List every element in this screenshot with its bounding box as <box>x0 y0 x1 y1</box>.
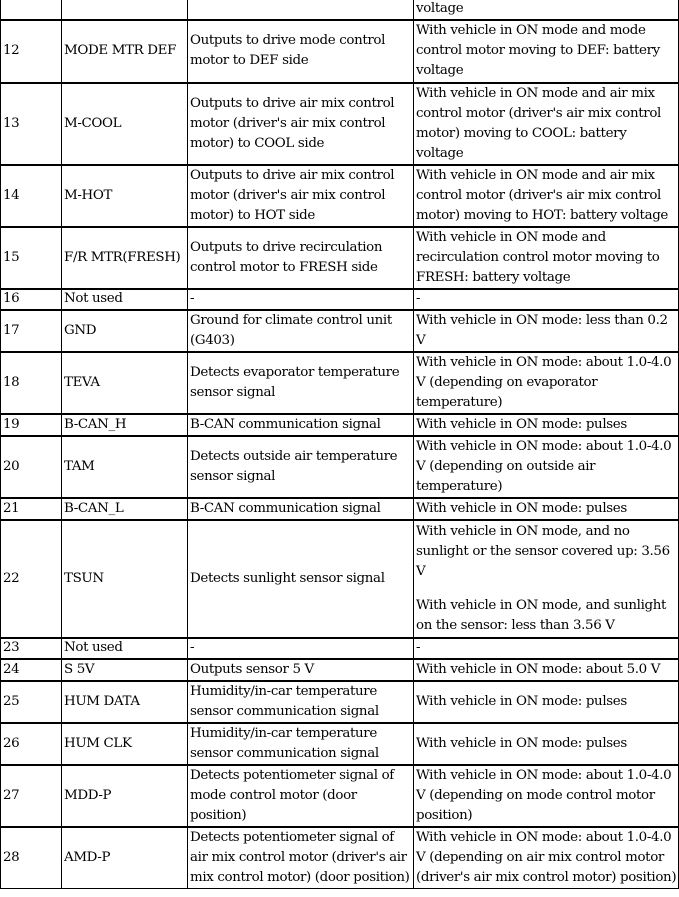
pin-name-cell: Not used <box>62 638 188 659</box>
pin-condition-cell: With vehicle in ON mode: about 1.0-4.0 V (depending on mode control motor position) <box>414 765 679 827</box>
pin-condition-cell: With vehicle in ON mode: about 1.0-4.0 V (depending on evaporator temperature) <box>414 352 679 414</box>
pin-condition-cell: With vehicle in ON mode: about 1.0-4.0 V (depending on outside air temperature) <box>414 436 679 498</box>
pin-number-cell: 14 <box>1 165 62 227</box>
pin-number-cell: 24 <box>1 659 62 681</box>
pin-condition-cell <box>414 520 679 638</box>
pin-description-cell: B-CAN communication signal <box>188 498 414 520</box>
pin-condition-cell: With vehicle in ON mode and air mix control motor (driver's air mix control motor) moving to HOT: battery voltage <box>414 165 679 227</box>
table-row <box>1 436 679 498</box>
pin-name-cell: B-CAN_H <box>62 414 188 436</box>
pin-name-cell: GND <box>62 310 188 352</box>
pin-description-cell: Humidity/in-car temperature sensor communication signal <box>188 723 414 765</box>
pin-description-cell: Detects evaporator temperature sensor signal <box>188 352 414 414</box>
table-row-partial <box>1 0 679 20</box>
table-row <box>1 289 679 310</box>
pin-number-cell <box>1 0 62 20</box>
pin-condition-cell: With vehicle in ON mode: about 1.0-4.0 V (depending on air mix control motor (driver's air mix control motor) position) <box>414 827 679 889</box>
table-row <box>1 414 679 436</box>
condition-line-no-sunlight: With vehicle in ON mode, and no sunlight or the sensor covered up: 3.56 V <box>416 523 670 579</box>
pin-number-cell: 16 <box>1 289 62 310</box>
table-row <box>1 83 679 165</box>
pin-name-cell: Not used <box>62 289 188 310</box>
table-row <box>1 310 679 352</box>
pin-name-cell: TEVA <box>62 352 188 414</box>
pin-name-cell: F/R MTR(FRESH) <box>62 227 188 289</box>
pin-name-cell: HUM DATA <box>62 681 188 723</box>
pin-description-cell: Detects outside air temperature sensor signal <box>188 436 414 498</box>
pin-number-cell: 15 <box>1 227 62 289</box>
pin-condition-cell: With vehicle in ON mode: pulses <box>414 681 679 723</box>
pin-number-cell: 21 <box>1 498 62 520</box>
pin-number-cell: 18 <box>1 352 62 414</box>
pin-description-cell: Outputs sensor 5 V <box>188 659 414 681</box>
pin-name-cell: TSUN <box>62 520 188 638</box>
pin-description-cell: Outputs to drive mode control motor to DEF side <box>188 20 414 83</box>
pin-number-cell: 20 <box>1 436 62 498</box>
table-row <box>1 520 679 638</box>
pin-number-cell: 13 <box>1 83 62 165</box>
pin-condition-cell: With vehicle in ON mode and mode control motor moving to DEF: battery voltage <box>414 20 679 83</box>
pin-condition-cell: voltage <box>414 0 679 20</box>
pin-condition-cell: With vehicle in ON mode and recirculation control motor moving to FRESH: battery voltage <box>414 227 679 289</box>
pin-condition-cell: With vehicle in ON mode: pulses <box>414 723 679 765</box>
pin-condition-cell: - <box>414 289 679 310</box>
condition-line-sunlight: With vehicle in ON mode, and sunlight on the sensor: less than 3.56 V <box>416 597 667 633</box>
table-row <box>1 352 679 414</box>
pin-name-cell: MODE MTR DEF <box>62 20 188 83</box>
pin-name-cell: B-CAN_L <box>62 498 188 520</box>
pin-number-cell: 28 <box>1 827 62 889</box>
table-row <box>1 681 679 723</box>
table-row <box>1 20 679 83</box>
pin-name-cell: M-HOT <box>62 165 188 227</box>
pin-condition-cell: With vehicle in ON mode: pulses <box>414 414 679 436</box>
pin-condition-cell: With vehicle in ON mode: pulses <box>414 498 679 520</box>
pin-number-cell: 19 <box>1 414 62 436</box>
pin-description-cell: Detects potentiometer signal of mode control motor (door position) <box>188 765 414 827</box>
table-row <box>1 827 679 889</box>
pin-number-cell: 25 <box>1 681 62 723</box>
pin-name-cell: M-COOL <box>62 83 188 165</box>
pin-number-cell: 17 <box>1 310 62 352</box>
pin-description-cell: Outputs to drive air mix control motor (driver's air mix control motor) to COOL side <box>188 83 414 165</box>
pin-description-cell <box>188 0 414 20</box>
table-row <box>1 765 679 827</box>
pin-number-cell: 22 <box>1 520 62 638</box>
pin-number-cell: 23 <box>1 638 62 659</box>
pin-condition-cell: With vehicle in ON mode and air mix control motor (driver's air mix control motor) moving to COOL: battery voltage <box>414 83 679 165</box>
pin-table-body <box>1 0 679 889</box>
pin-description-cell: Detects potentiometer signal of air mix control motor (driver's air mix control motor) (door position) <box>188 827 414 889</box>
table-row <box>1 659 679 681</box>
pin-condition-cell: With vehicle in ON mode: about 5.0 V <box>414 659 679 681</box>
table-row <box>1 638 679 659</box>
pin-name-cell: HUM CLK <box>62 723 188 765</box>
pin-number-cell: 26 <box>1 723 62 765</box>
pin-name-cell: MDD-P <box>62 765 188 827</box>
pin-name-cell: TAM <box>62 436 188 498</box>
pin-name-cell: AMD-P <box>62 827 188 889</box>
pin-name-cell <box>62 0 188 20</box>
pin-number-cell: 27 <box>1 765 62 827</box>
pin-condition-cell: With vehicle in ON mode: less than 0.2 V <box>414 310 679 352</box>
pin-description-cell: Outputs to drive air mix control motor (driver's air mix control motor) to HOT side <box>188 165 414 227</box>
pin-number-cell: 12 <box>1 20 62 83</box>
pin-description-cell: Detects sunlight sensor signal <box>188 520 414 638</box>
table-row <box>1 498 679 520</box>
table-row <box>1 227 679 289</box>
pin-description-cell: B-CAN communication signal <box>188 414 414 436</box>
pin-name-cell: S 5V <box>62 659 188 681</box>
table-row <box>1 165 679 227</box>
pin-description-cell: Ground for climate control unit (G403) <box>188 310 414 352</box>
pin-description-cell: - <box>188 289 414 310</box>
pin-description-cell: - <box>188 638 414 659</box>
pin-condition-cell: - <box>414 638 679 659</box>
pin-description-cell: Outputs to drive recirculation control motor to FRESH side <box>188 227 414 289</box>
pin-description-cell: Humidity/in-car temperature sensor communication signal <box>188 681 414 723</box>
table-row <box>1 723 679 765</box>
